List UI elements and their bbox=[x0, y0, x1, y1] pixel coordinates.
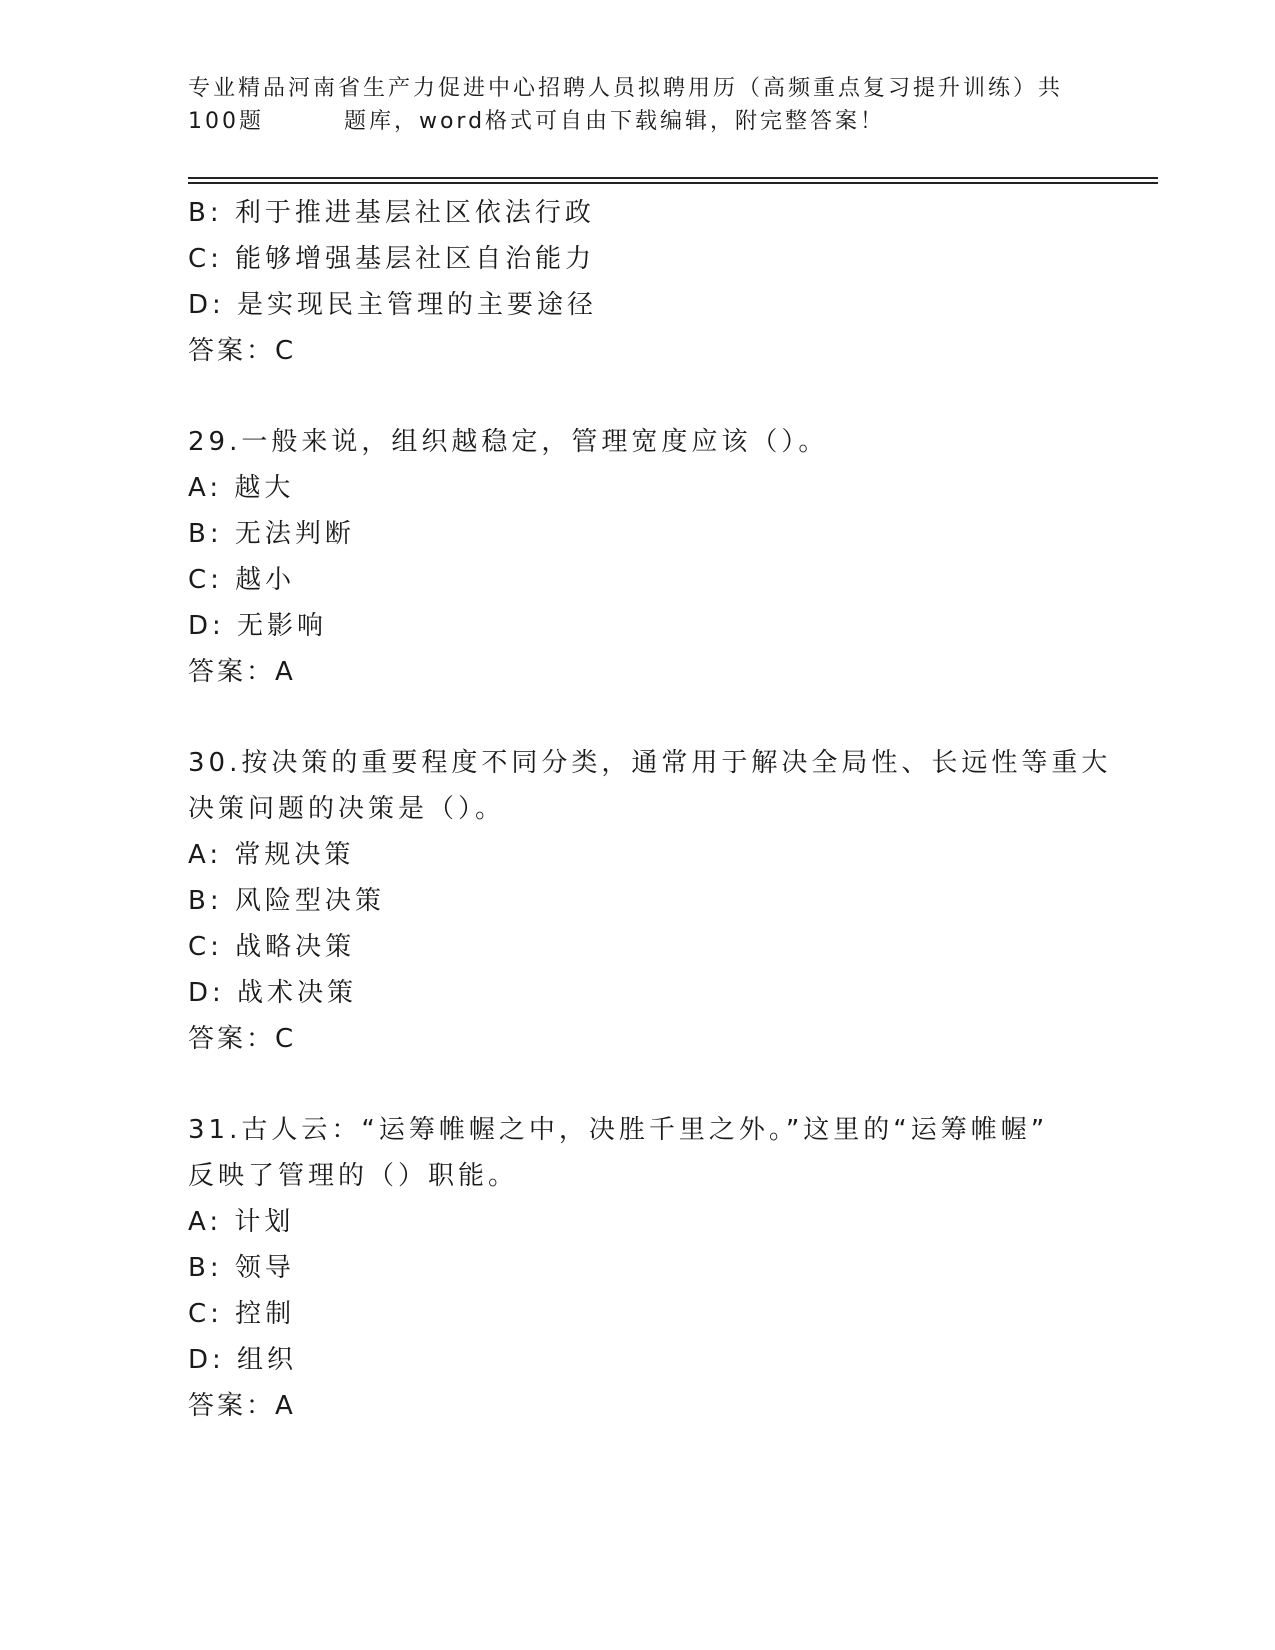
header-title-line1: 专业精品河南省生产力促进中心招聘人员拟聘用历（高频重点复习提升训练）共 bbox=[188, 76, 1064, 101]
header-divider-top bbox=[188, 177, 1158, 179]
header-title-line2 bbox=[188, 105, 1088, 138]
option-b: B: 利于推进基层社区依法行政 bbox=[188, 198, 595, 228]
header-divider-bottom bbox=[188, 182, 1158, 184]
question-stem-continued: 决策问题的决策是（）。 bbox=[188, 794, 506, 824]
question-list bbox=[188, 190, 1112, 1429]
option-a: A: 计划 bbox=[188, 1207, 295, 1237]
option-d: D: 组织 bbox=[188, 1345, 298, 1375]
option-c: C: 控制 bbox=[188, 1299, 296, 1329]
header-description: 题库，word格式可自由下载编辑，附完整答案！ bbox=[343, 109, 886, 134]
option-c: C: 越小 bbox=[188, 565, 296, 595]
option-b: B: 风险型决策 bbox=[188, 886, 385, 916]
answer-line: 答案：C bbox=[188, 336, 297, 366]
question-block-30 bbox=[188, 740, 1112, 1062]
question-stem: 30.按决策的重要程度不同分类，通常用于解决全局性、长远性等重大 bbox=[188, 748, 1112, 778]
option-a: A: 越大 bbox=[188, 473, 295, 503]
option-b: B: 领导 bbox=[188, 1253, 295, 1283]
answer-line: 答案：A bbox=[188, 1391, 296, 1421]
option-d: D: 无影响 bbox=[188, 611, 328, 641]
document-header bbox=[188, 72, 1088, 138]
answer-line: 答案：C bbox=[188, 1024, 297, 1054]
option-d: D: 战术决策 bbox=[188, 978, 358, 1008]
option-c: C: 能够增强基层社区自治能力 bbox=[188, 244, 596, 274]
question-block-prev bbox=[188, 190, 1088, 374]
option-a: A: 常规决策 bbox=[188, 840, 355, 870]
question-stem: 29.一般来说，组织越稳定，管理宽度应该（）。 bbox=[188, 427, 829, 457]
answer-line: 答案：A bbox=[188, 657, 296, 687]
option-d: D: 是实现民主管理的主要途径 bbox=[188, 290, 598, 320]
question-stem-continued: 反映了管理的（）职能。 bbox=[188, 1161, 519, 1191]
question-block-31 bbox=[188, 1107, 1088, 1429]
header-question-count: 100题 bbox=[188, 109, 264, 134]
question-stem: 31.古人云：“运筹帷幄之中，决胜千里之外。”这里的“运筹帷幄” bbox=[188, 1115, 1049, 1145]
option-b: B: 无法判断 bbox=[188, 519, 355, 549]
question-block-29 bbox=[188, 419, 1088, 695]
option-c: C: 战略决策 bbox=[188, 932, 356, 962]
